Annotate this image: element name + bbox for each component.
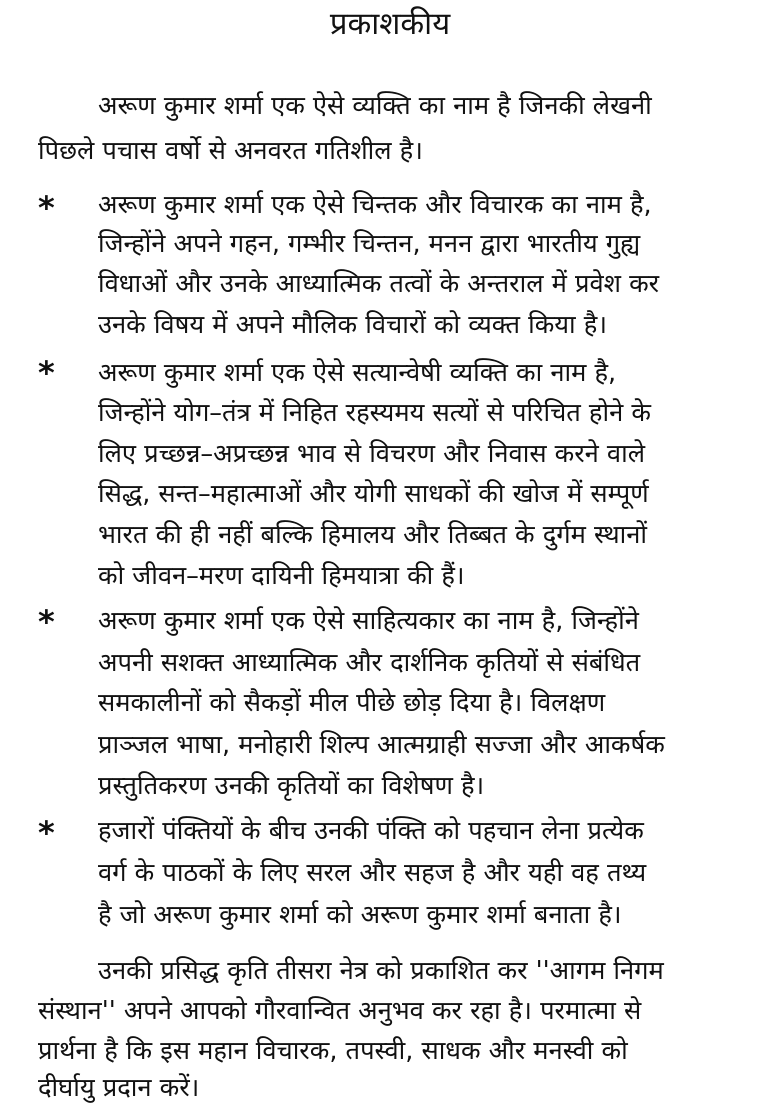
bullet-asterisk: * [38, 354, 55, 392]
bullet-4-line: है जो अरूण कुमार शर्मा को अरूण कुमार शर्मा बनाता है। [98, 900, 622, 930]
bullet-1-line: विधाओं और उनके आध्यात्मिक तत्वों के अन्तराल में प्रवेश कर [98, 269, 660, 299]
bullet-2-line: लिए प्रच्छन्न–अप्रच्छन्न भाव से विचरण और निवास करने वाले [98, 439, 646, 469]
bullet-2-line: सिद्ध, सन्त–महात्माओं और योगी साधकों की खोज में सम्पूर्ण [98, 479, 649, 509]
closing-line: प्रार्थना है कि इस महान विचारक, तपस्वी, साधक और मनस्वी को [38, 1036, 628, 1066]
bullet-asterisk: * [38, 603, 55, 641]
page-title: प्रकाशकीय [329, 6, 451, 42]
bullet-3-line: प्रस्तुतिकरण उनकी कृतियों का विशेषण है। [98, 771, 485, 801]
bullet-2-line: जिन्होंने योग–तंत्र में निहित रहस्यमय सत्यों से परिचित होने के [98, 398, 651, 428]
closing-line: संस्थान'' अपने आपको गौरवान्वित अनुभव कर रहा है। परमात्मा से [38, 996, 642, 1026]
bullet-2-line: भारत की ही नहीं बल्कि हिमालय और तिब्बत के दुर्गम स्थानों [98, 520, 648, 550]
closing-line: उनकी प्रसिद्ध कृति तीसरा नेत्र को प्रकाशित कर ''आगम निगम [98, 956, 664, 986]
bullet-1-line: अरूण कुमार शर्मा एक ऐसे चिन्तक और विचारक का नाम है, [98, 190, 652, 220]
bullet-3-line: प्राञ्जल भाषा, मनोहारी शिल्प आत्मग्राही सज्जा और आकर्षक [98, 730, 665, 760]
bullet-asterisk: * [38, 189, 55, 227]
bullet-4-line: हजारों पंक्तियों के बीच उनकी पंक्ति को पहचान लेना प्रत्येक [98, 816, 644, 846]
intro-line: अरूण कुमार शर्मा एक ऐसे व्यक्ति का नाम है जिनकी लेखनी [98, 91, 652, 121]
bullet-1-line: उनके विषय में अपने मौलिक विचारों को व्यक्त किया है। [98, 310, 607, 340]
bullet-2-line: को जीवन–मरण दायिनी हिमयात्रा की हैं। [98, 561, 465, 591]
bullet-3-line: समकालीनों को सैकड़ों मील पीछे छोड़ दिया है। विलक्षण [98, 688, 606, 718]
closing-line: दीर्घायु प्रदान करें। [38, 1073, 200, 1103]
bullet-3-line: अरूण कुमार शर्मा एक ऐसे साहित्यकार का नाम है, जिन्होंने [98, 606, 639, 636]
bullet-4-line: वर्ग के पाठकों के लिए सरल और सहज है और यही वह तथ्य [98, 858, 647, 888]
intro-line: पिछले पचास वर्षो से अनवरत गतिशील है। [38, 136, 423, 166]
bullet-2-line: अरूण कुमार शर्मा एक ऐसे सत्यान्वेषी व्यक्ति का नाम है, [98, 358, 617, 388]
bullet-1-line: जिन्होंने अपने गहन, गम्भीर चिन्तन, मनन द्वारा भारतीय गुह्य [98, 229, 641, 259]
bullet-3-line: अपनी सशक्त आध्यात्मिक और दार्शनिक कृतियों से संबंधित [98, 648, 641, 678]
bullet-asterisk: * [38, 814, 55, 852]
